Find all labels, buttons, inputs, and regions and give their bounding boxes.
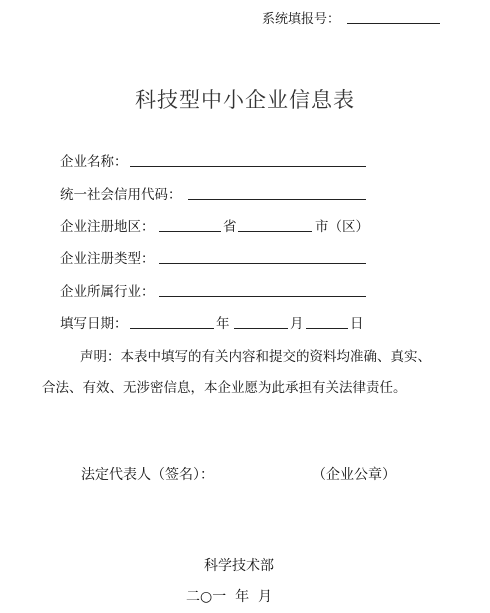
industry-field[interactable] bbox=[159, 296, 366, 297]
day-label: 日 bbox=[350, 316, 364, 332]
credit-code-field[interactable] bbox=[188, 199, 366, 200]
province-field[interactable] bbox=[159, 231, 221, 232]
province-label: 省 bbox=[223, 219, 237, 235]
statement-line-1: 声明：本表中填写的有关内容和提交的资料均准确、真实、 bbox=[80, 349, 431, 365]
year-label: 年 bbox=[216, 316, 230, 332]
month-label: 月 bbox=[290, 316, 304, 332]
company-name-field[interactable] bbox=[130, 166, 366, 167]
registration-type-field[interactable] bbox=[159, 263, 366, 264]
form-title: 科技型中小企业信息表 bbox=[135, 88, 355, 112]
city-district-label: 市（区） bbox=[315, 219, 369, 235]
legal-representative-signature-label: 法定代表人（签名）： bbox=[81, 467, 214, 483]
fill-date-label: 填写日期： bbox=[60, 316, 128, 332]
year-field[interactable] bbox=[130, 328, 214, 329]
company-seal-label: （企业公章） bbox=[312, 467, 396, 483]
registration-region-label: 企业注册地区： bbox=[60, 219, 155, 235]
registration-number-label: 系统填报号： bbox=[262, 12, 341, 27]
day-field[interactable] bbox=[306, 328, 348, 329]
city-field[interactable] bbox=[238, 231, 312, 232]
registration-type-label: 企业注册类型： bbox=[60, 251, 155, 267]
company-name-label: 企业名称： bbox=[60, 154, 128, 170]
credit-code-label: 统一社会信用代码： bbox=[60, 187, 182, 203]
statement-line-2: 合法、有效、无涉密信息，本企业愿为此承担有关法律责任。 bbox=[42, 380, 407, 396]
department-name: 科学技术部 bbox=[204, 558, 274, 574]
month-field[interactable] bbox=[234, 328, 288, 329]
issue-date: 二○一 年 月 bbox=[186, 589, 273, 605]
industry-label: 企业所属行业： bbox=[60, 284, 155, 300]
registration-number-field[interactable] bbox=[347, 23, 440, 24]
